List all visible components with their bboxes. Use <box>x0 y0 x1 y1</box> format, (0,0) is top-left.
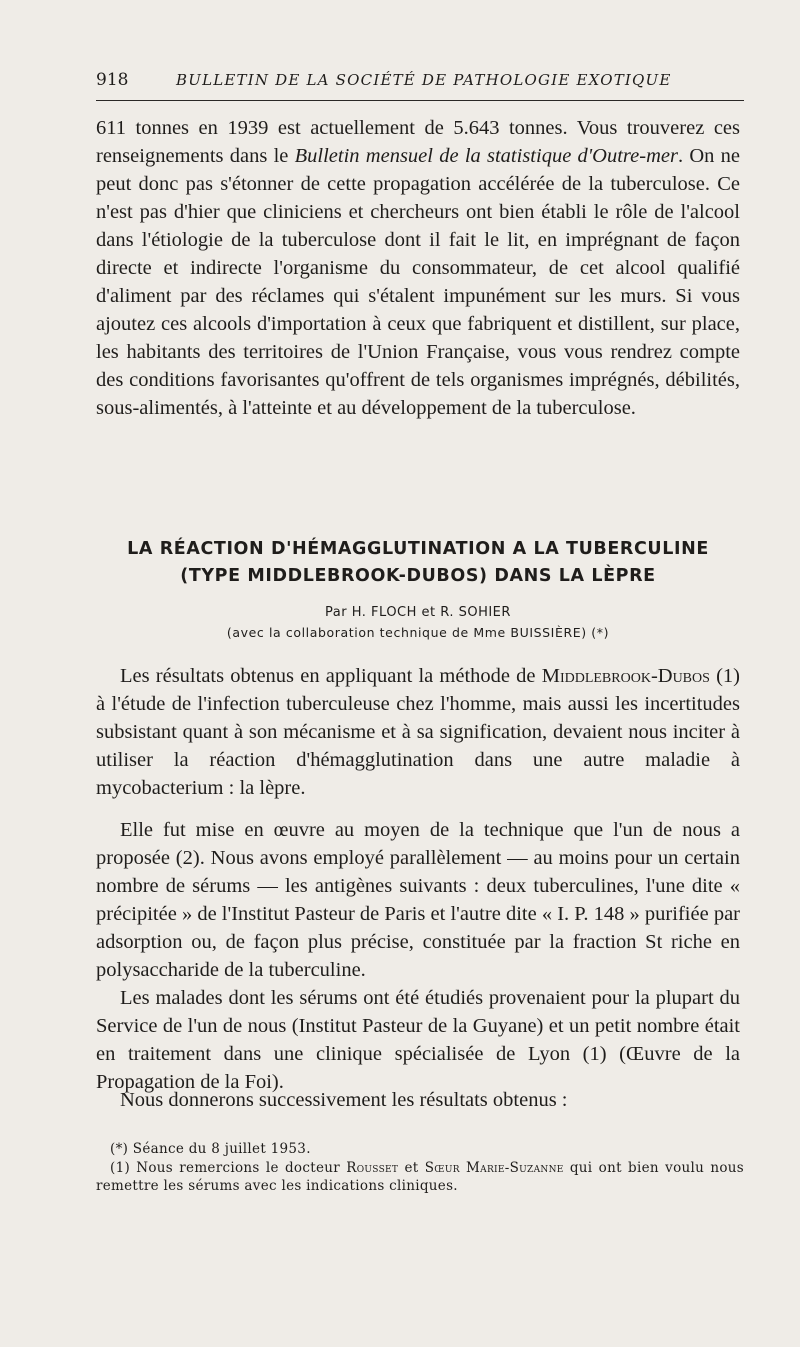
fn2-name-rousset: Rousset <box>346 1160 399 1176</box>
article-collaboration: (avec la collaboration technique de Mme BUISSIÈRE) (*) <box>226 625 610 640</box>
paragraph-results-intro: Nous donnerons successivement les résultats obtenus : <box>120 1089 568 1111</box>
p2-text-b: (1) à l'étude de l'infection tuberculeuse chez l'homme, mais aussi les incertitudes subsistant quant à son mécanisme et à sa signification, devaient nous inciter à utiliser la réaction d'hémagglutination dans une autre maladie à mycobacterium : la lèpre. <box>96 665 741 799</box>
p1-text-b: . On ne peut donc pas s'étonner de cette propagation accélérée de la tuberculose. Ce n'est pas d'hier que cliniciens et chercheurs ont bien établi le rôle de l'alcool dans l'étiologie de la tuberculose dont il fait le lit, en imprégnant de façon directe et indirecte l'organisme du consommateur, de cet alcool qualifié d'aliment par des réclames qui s'étalent impunément sur les murs. Si vous ajoutez ces alcools d'importation à ceux que fabriquent et distillent, sur place, les habitants des territoires de l'Union Française, vous vous rendrez compte des conditions favorisantes qu'offrent de tels organismes imprégnés, débilités, sous-alimentés, à l'atteinte et au développement de la tuberculose. <box>96 145 740 419</box>
paragraph-technique: Elle fut mise en œuvre au moyen de la technique que l'un de nous a proposée (2). Nous avons employé parallèlement — au moins pour un certain nombre de sérums — les antigènes suivants : deux tuberculines, l'une dite « précipitée » de l'Institut Pasteur de Paris et l'autre dite « I. P. 148 » purifiée par adsorption ou, de façon plus précise, constituée par la fraction St riche en polysaccharide de la tuberculine. <box>96 819 740 981</box>
header-rule <box>96 100 744 101</box>
running-title: BULLETIN DE LA SOCIÉTÉ DE PATHOLOGIE EXOTIQUE <box>176 71 672 89</box>
article-title-line2: (TYPE MIDDLEBROOK-DUBOS) DANS LA LÈPRE <box>180 566 656 586</box>
fn2-text-c: qui ont bien voulu nous remettre les sérums avec les indications cliniques. <box>96 1160 745 1194</box>
paragraph-intro <box>96 662 740 802</box>
article-title-line1: LA RÉACTION D'HÉMAGGLUTINATION A LA TUBERCULINE <box>127 539 709 559</box>
fn2-text-a: (1) Nous remercions le docteur <box>110 1160 347 1176</box>
fn2-text-b: et <box>398 1160 425 1176</box>
article-authors: Par H. FLOCH et R. SOHIER <box>325 605 511 620</box>
page-header <box>96 70 744 96</box>
fn2-name-marie-suzanne: Sœur Marie-Suzanne <box>424 1160 564 1176</box>
footnote-seance: (*) Séance du 8 juillet 1953. <box>110 1141 311 1157</box>
method-name: Middlebrook-Dubos <box>541 665 710 687</box>
page-number: 918 <box>96 70 129 90</box>
paragraph-patients: Les malades dont les sérums ont été étudiés provenaient pour la plupart du Service de l'un de nous (Institut Pasteur de la Guyane) et un petit nombre était en traitement dans une clinique spécialisée de Lyon (1) (Œuvre de la Propagation de la Foi). <box>96 987 740 1093</box>
paragraph-alcohol-tuberculosis <box>96 114 740 422</box>
p2-text-a: Les résultats obtenus en appliquant la méthode de <box>120 665 542 687</box>
p1-text-a: 611 tonnes en 1939 est actuellement de 5.643 tonnes. Vous trouverez ces renseignements dans le <box>96 117 740 167</box>
journal-title: Bulletin mensuel de la statistique d'Outre-mer <box>294 145 678 167</box>
footnote-thanks <box>96 1159 744 1195</box>
